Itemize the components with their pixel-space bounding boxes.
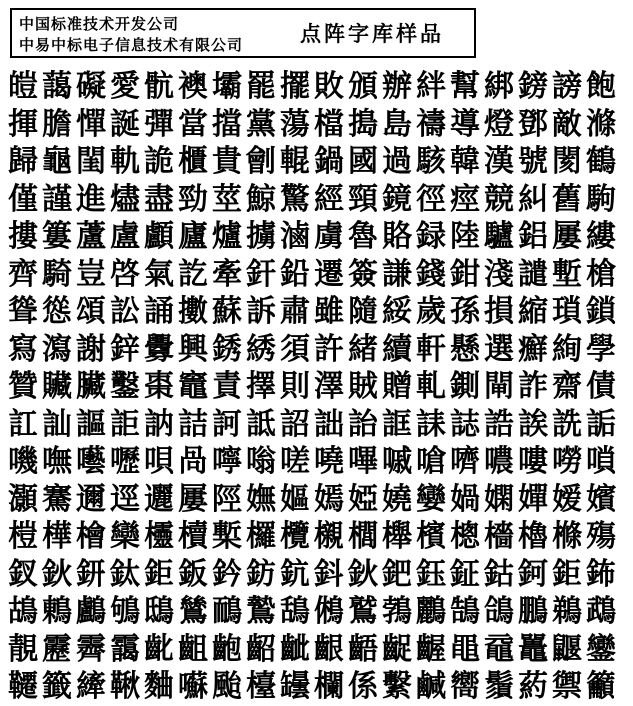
character-row: 釵鈥鈃鈦鉅鈑鈐鈁鈧鈄鈥鈀鈺鉦鈷鈳鉅鈽 (8, 556, 620, 592)
header-box (10, 8, 476, 58)
character-row: 皚藹礙愛骯襖壩罷擺敗頒辦絆幫綁鎊謗飽 (8, 69, 620, 104)
character-row: 聳慫頌訟誦擻蘇訴肅雖隨綏歲孫損縮瑣鎖 (8, 294, 620, 329)
character-row: 訌訕謳詎訥詰訶詆詔詘詒誆誄誌誥誒詵詬 (8, 406, 620, 442)
company-name-line1: 中国标准技术开发公司 (19, 15, 180, 33)
character-row: 摟簍蘆盧顱廬爐擄滷虜魯賂録陸驢鋁屢縷 (8, 219, 620, 254)
character-row: 歸龜閨軌詭櫃貴劊輥鍋國過駭韓漢號閡鶴 (8, 144, 620, 179)
character-row: 榿樺檜欒欞櫝槧欏欖櫬櫚櫸檳樬檣櫓樤殤 (8, 519, 620, 554)
character-row: 靚靂霽靄齔齟齙齠齜齦齬齪齷黽黿鼉鼴鑾 (8, 631, 620, 667)
sample-title: 点阵字库样品 (300, 22, 444, 46)
character-row: 齊騎豈啓氣訖牽釬鉛遷簽謙錢鉗淺譴塹槍 (8, 256, 620, 292)
company-name-line2: 中易中标电子信息技术有限公司 (19, 36, 244, 54)
character-row: 嘰嘸囈嚦唄咼嚀嗡嗟嘵嗶嘁嗆嚌噥嘍嘮嗩 (8, 444, 620, 479)
character-row: 贊贜臟鑿棗竈責擇則澤賊贈軋鍘閘詐齋債 (8, 369, 620, 404)
character-row: 寫瀉謝鋅釁興銹綉須許緒續軒懸選癬絢學 (8, 331, 620, 367)
character-row: 揮膽憚誕彈當擋黨蕩檔搗島禱導燈鄧敵滌 (8, 106, 620, 142)
character-row: 僅謹進燼盡勁莖鯨驚經頸鏡徑痙競糾舊駒 (8, 181, 620, 217)
character-grid (8, 68, 628, 706)
character-row: 鴣鶇鸕鴝鴟鷥鴯鷙鴰鵂鷲鵓鸝鵠鴿鵬鵜鵡 (8, 594, 620, 629)
character-row: 灝騫邇逕邐屢陘嫵嫗嫣婭嬈孌媧嫻嬋嫒嬪 (8, 481, 620, 517)
character-row: 韆籤縴鞦麯囌颱檯罎欄係繫鹹嚮鬚葯禦籲 (8, 669, 620, 704)
